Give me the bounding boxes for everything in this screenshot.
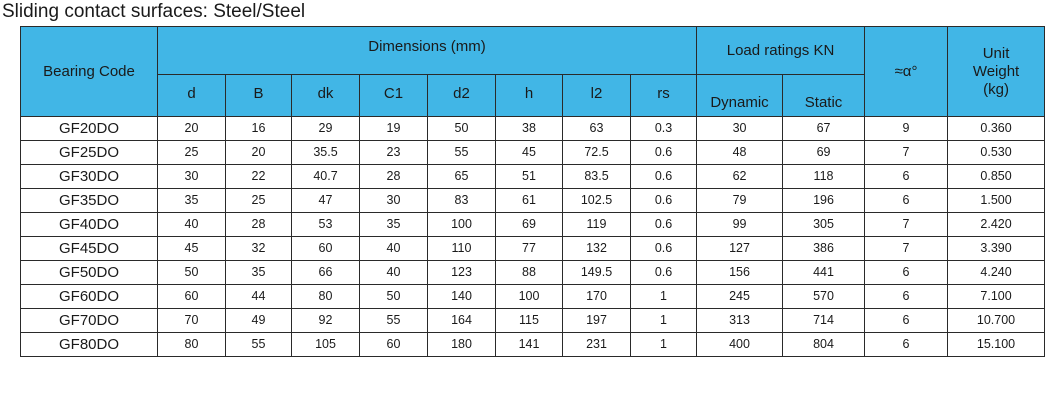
- cell-rs: 0.6: [631, 261, 697, 285]
- cell-dynamic: 48: [697, 141, 783, 165]
- header-col-h: h: [496, 75, 563, 117]
- cell-b: 16: [226, 117, 292, 141]
- cell-l2: 197: [563, 309, 631, 333]
- cell-rs: 0.6: [631, 213, 697, 237]
- cell-l2: 119: [563, 213, 631, 237]
- cell-d2: 83: [428, 189, 496, 213]
- cell-d: 40: [158, 213, 226, 237]
- cell-bearing-code: GF30DO: [21, 165, 158, 189]
- cell-alpha: 6: [865, 189, 948, 213]
- bearing-spec-table: [20, 26, 1045, 357]
- cell-bearing-code: GF50DO: [21, 261, 158, 285]
- cell-c1: 23: [360, 141, 428, 165]
- cell-rs: 1: [631, 309, 697, 333]
- cell-d: 25: [158, 141, 226, 165]
- cell-l2: 83.5: [563, 165, 631, 189]
- cell-static: 305: [783, 213, 865, 237]
- header-col-c1: C1: [360, 75, 428, 117]
- cell-alpha: 9: [865, 117, 948, 141]
- cell-bearing-code: GF40DO: [21, 213, 158, 237]
- cell-h: 88: [496, 261, 563, 285]
- table-row: [21, 309, 1045, 333]
- cell-weight: 0.360: [948, 117, 1045, 141]
- cell-alpha: 6: [865, 261, 948, 285]
- cell-c1: 60: [360, 333, 428, 357]
- cell-c1: 55: [360, 309, 428, 333]
- cell-h: 115: [496, 309, 563, 333]
- cell-dynamic: 62: [697, 165, 783, 189]
- cell-c1: 28: [360, 165, 428, 189]
- page-title: Sliding contact surfaces: Steel/Steel: [2, 1, 306, 22]
- table-row: [21, 285, 1045, 309]
- cell-dynamic: 127: [697, 237, 783, 261]
- cell-dk: 35.5: [292, 141, 360, 165]
- cell-weight: 3.390: [948, 237, 1045, 261]
- cell-alpha: 7: [865, 213, 948, 237]
- cell-b: 20: [226, 141, 292, 165]
- cell-dk: 29: [292, 117, 360, 141]
- cell-l2: 170: [563, 285, 631, 309]
- cell-static: 441: [783, 261, 865, 285]
- cell-d: 70: [158, 309, 226, 333]
- cell-static: 67: [783, 117, 865, 141]
- header-alpha: ≈α°: [865, 27, 948, 117]
- header-row-top: [21, 27, 1045, 75]
- cell-l2: 231: [563, 333, 631, 357]
- cell-h: 69: [496, 213, 563, 237]
- table-row: [21, 165, 1045, 189]
- cell-static: 69: [783, 141, 865, 165]
- cell-d2: 110: [428, 237, 496, 261]
- cell-dk: 92: [292, 309, 360, 333]
- header-col-b: B: [226, 75, 292, 117]
- header-weight-line3: (kg): [983, 80, 1009, 98]
- cell-h: 38: [496, 117, 563, 141]
- cell-rs: 0.6: [631, 165, 697, 189]
- cell-d: 20: [158, 117, 226, 141]
- cell-d2: 123: [428, 261, 496, 285]
- cell-dk: 40.7: [292, 165, 360, 189]
- cell-rs: 0.6: [631, 237, 697, 261]
- cell-l2: 72.5: [563, 141, 631, 165]
- header-dimensions: Dimensions (mm): [158, 27, 697, 75]
- cell-b: 35: [226, 261, 292, 285]
- cell-dynamic: 400: [697, 333, 783, 357]
- cell-l2: 132: [563, 237, 631, 261]
- cell-d: 45: [158, 237, 226, 261]
- cell-dynamic: 79: [697, 189, 783, 213]
- cell-alpha: 6: [865, 333, 948, 357]
- cell-h: 77: [496, 237, 563, 261]
- cell-l2: 102.5: [563, 189, 631, 213]
- cell-dynamic: 313: [697, 309, 783, 333]
- table-row: [21, 141, 1045, 165]
- cell-weight: 15.100: [948, 333, 1045, 357]
- cell-c1: 40: [360, 261, 428, 285]
- cell-bearing-code: GF35DO: [21, 189, 158, 213]
- header-col-d2: d2: [428, 75, 496, 117]
- cell-b: 32: [226, 237, 292, 261]
- cell-static: 570: [783, 285, 865, 309]
- cell-h: 141: [496, 333, 563, 357]
- cell-bearing-code: GF70DO: [21, 309, 158, 333]
- cell-bearing-code: GF80DO: [21, 333, 158, 357]
- cell-d: 50: [158, 261, 226, 285]
- header-col-dk: dk: [292, 75, 360, 117]
- cell-dynamic: 156: [697, 261, 783, 285]
- cell-alpha: 6: [865, 165, 948, 189]
- cell-rs: 0.3: [631, 117, 697, 141]
- cell-weight: 2.420: [948, 213, 1045, 237]
- cell-h: 61: [496, 189, 563, 213]
- cell-c1: 19: [360, 117, 428, 141]
- cell-dynamic: 245: [697, 285, 783, 309]
- cell-h: 51: [496, 165, 563, 189]
- cell-d: 60: [158, 285, 226, 309]
- cell-h: 45: [496, 141, 563, 165]
- cell-bearing-code: GF25DO: [21, 141, 158, 165]
- cell-c1: 30: [360, 189, 428, 213]
- cell-l2: 149.5: [563, 261, 631, 285]
- table-row: [21, 237, 1045, 261]
- cell-b: 22: [226, 165, 292, 189]
- cell-rs: 1: [631, 285, 697, 309]
- header-col-rs: rs: [631, 75, 697, 117]
- cell-static: 196: [783, 189, 865, 213]
- cell-h: 100: [496, 285, 563, 309]
- table-row: [21, 189, 1045, 213]
- header-unit-weight: [948, 27, 1045, 117]
- header-bearing-code: Bearing Code: [21, 27, 158, 117]
- cell-rs: 0.6: [631, 141, 697, 165]
- cell-dk: 53: [292, 213, 360, 237]
- cell-weight: 1.500: [948, 189, 1045, 213]
- cell-d: 30: [158, 165, 226, 189]
- cell-alpha: 6: [865, 285, 948, 309]
- cell-d2: 55: [428, 141, 496, 165]
- cell-static: 714: [783, 309, 865, 333]
- cell-alpha: 7: [865, 141, 948, 165]
- cell-alpha: 7: [865, 237, 948, 261]
- cell-bearing-code: GF45DO: [21, 237, 158, 261]
- cell-weight: 10.700: [948, 309, 1045, 333]
- cell-dk: 66: [292, 261, 360, 285]
- cell-c1: 50: [360, 285, 428, 309]
- cell-l2: 63: [563, 117, 631, 141]
- cell-d2: 65: [428, 165, 496, 189]
- header-load-ratings: Load ratings KN: [697, 27, 865, 75]
- cell-c1: 40: [360, 237, 428, 261]
- cell-static: 804: [783, 333, 865, 357]
- cell-dynamic: 99: [697, 213, 783, 237]
- cell-dk: 47: [292, 189, 360, 213]
- table-body: [21, 117, 1045, 357]
- cell-static: 386: [783, 237, 865, 261]
- table-row: [21, 261, 1045, 285]
- header-col-dynamic: Dynamic: [697, 75, 783, 117]
- header-weight-line1: Unit: [982, 44, 1010, 62]
- table-row: [21, 333, 1045, 357]
- cell-dynamic: 30: [697, 117, 783, 141]
- cell-d: 80: [158, 333, 226, 357]
- cell-c1: 35: [360, 213, 428, 237]
- cell-weight: 0.850: [948, 165, 1045, 189]
- cell-rs: 0.6: [631, 189, 697, 213]
- cell-weight: 7.100: [948, 285, 1045, 309]
- cell-b: 28: [226, 213, 292, 237]
- cell-d2: 140: [428, 285, 496, 309]
- header-col-d: d: [158, 75, 226, 117]
- header-col-l2: l2: [563, 75, 631, 117]
- cell-bearing-code: GF20DO: [21, 117, 158, 141]
- cell-alpha: 6: [865, 309, 948, 333]
- cell-d: 35: [158, 189, 226, 213]
- table-row: [21, 213, 1045, 237]
- cell-dk: 105: [292, 333, 360, 357]
- header-weight-line2: Weight: [972, 62, 1020, 80]
- cell-weight: 0.530: [948, 141, 1045, 165]
- cell-bearing-code: GF60DO: [21, 285, 158, 309]
- cell-dk: 80: [292, 285, 360, 309]
- cell-d2: 164: [428, 309, 496, 333]
- cell-static: 118: [783, 165, 865, 189]
- cell-weight: 4.240: [948, 261, 1045, 285]
- cell-d2: 100: [428, 213, 496, 237]
- cell-b: 44: [226, 285, 292, 309]
- cell-b: 25: [226, 189, 292, 213]
- cell-b: 49: [226, 309, 292, 333]
- cell-d2: 180: [428, 333, 496, 357]
- cell-rs: 1: [631, 333, 697, 357]
- cell-d2: 50: [428, 117, 496, 141]
- table-row: [21, 117, 1045, 141]
- cell-dk: 60: [292, 237, 360, 261]
- cell-b: 55: [226, 333, 292, 357]
- header-col-static: Static: [783, 75, 865, 117]
